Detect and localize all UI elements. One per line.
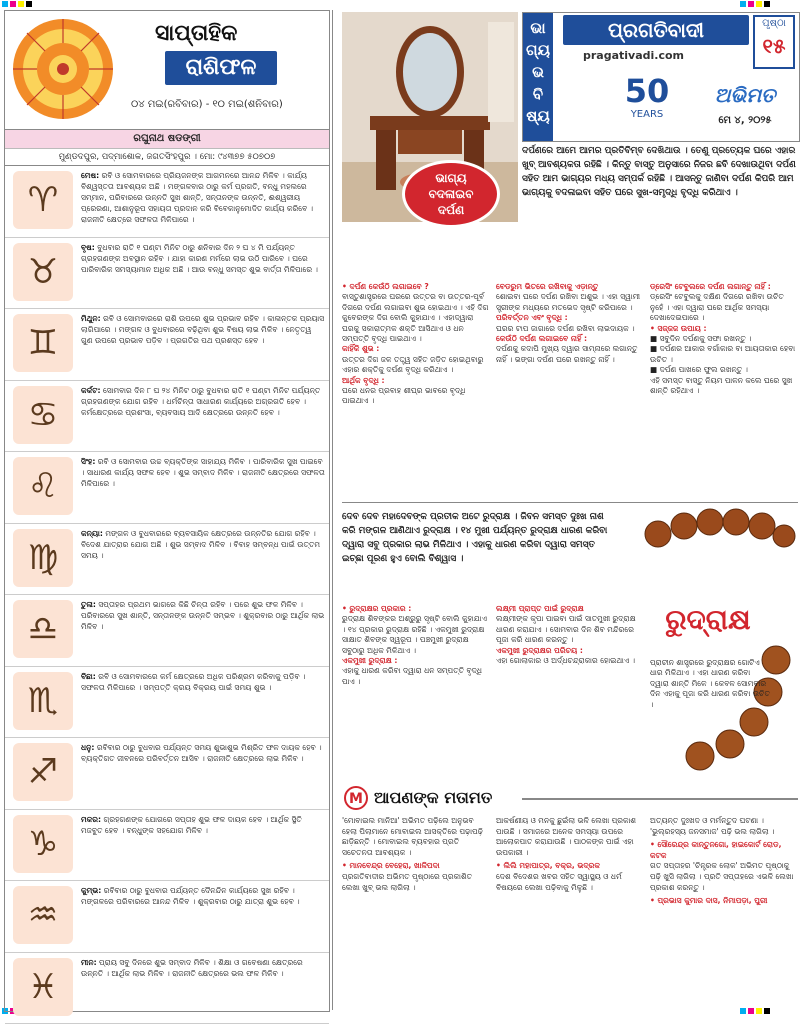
article-paragraph: ରୁଦ୍ରାକ୍ଷ ଶିବଙ୍କର ଅଶ୍ରୁରୁ ସୃଷ୍ଟି ବୋଲି କୁହାଯାଏ । ୧୪ ପ୍ରକାର ରୁଦ୍ରାକ୍ଷ ରହିଛି । ଏକମୁଖୀ ରୁଦ୍ରାକ୍ଷ ସାକ୍ଷାତ ଶିବଙ୍କ ସ୍ୱରୂପ । ପଞ୍ଚମୁଖୀ ରୁଦ୍ରାକ୍ଷ ସବୁଠାରୁ ଅଧିକ ମିଳିଥାଏ । <box>342 614 490 656</box>
letter-text: ଆକର୍ଷଣୀୟ ଓ ମନକୁ ଛୁଇଁଲା ଭଳି ଲେଖା ପ୍ରକାଶ ପାଉଛି । ସମାଜରେ ଅନେକ ସମସ୍ୟା ଉପରେ ଆଲୋକପାତ କରାଯାଉଛି । ପାଠକଙ୍କ ପାଇଁ ଏହା ଉପକାରୀ । <box>496 816 644 858</box>
badge-line-3: ଦର୍ପଣ <box>405 202 497 218</box>
sign-text: ସୋମବାର ଦିନ ୮ ଘ ୨୪ ମିନିଟ ଠାରୁ ବୁଧବାର ରାତି ୧ ଘଣ୍ଟା ମିନିଟ ପର୍ଯ୍ୟନ୍ତ ଗ୍ରହଗଣଙ୍କ ଯୋଗ ରହିବ । ଧର୍ମଚିନ୍ତା ସାଧାରଣ କାର୍ଯ୍ୟରେ ଅଗ୍ରଗତି ହେବ । କର୍ମକ୍ଷେତ୍ରରେ ପ୍ରଶଂସା, ବ୍ୟବସାୟ ଆଦି କ୍ଷେତ୍ରରେ ଉନ୍ନତି ହେବ । <box>81 386 320 417</box>
letter-signature: • ପ୍ରଭାସ କୁମାର ଦାସ, ନିମାପଡ଼ା, ପୁରୀ <box>650 896 798 907</box>
horoscope-column <box>4 10 330 1012</box>
article-subheading: • ରୁଦ୍ରାକ୍ଷର ପ୍ରକାର : <box>342 604 490 614</box>
scorpio-icon: ♏ <box>13 672 73 730</box>
opinion-title: ଆପଣଙ୍କ ମତାମତ <box>374 788 492 808</box>
sign-name: ବିଛା: <box>81 672 96 681</box>
article-paragraph: ବାସ୍ତୁଶାସ୍ତ୍ରରେ ଘରରେ ଉତ୍ତର ବା ଉତ୍ତର-ପୂର୍ବ ଦିଗରେ ଦର୍ପଣ ଲଗାଇବା ଶୁଭ ହୋଇଥାଏ । ଏହି ଦିଗ କୁବେରଙ୍କ ଦିଗ ବୋଲି କୁହାଯାଏ । ଏହାଦ୍ୱାରା ଘରକୁ ସକାରାତ୍ମକ ଶକ୍ତି ଆସିଥାଏ ଓ ଧନ ସମ୍ପତ୍ତି ବୃଦ୍ଧି ପାଇଥାଏ । <box>342 292 490 344</box>
article-subheading: • ସଜ୍ଜଜ ଉପାୟ : <box>650 324 798 334</box>
article-subheading: ପରିବର୍ତ୍ତନ ଏବଂ ବୃଦ୍ଧି : <box>496 313 644 323</box>
zodiac-sign-row <box>5 953 329 1024</box>
opinion-logo-icon: M <box>344 786 368 810</box>
article-paragraph: ଡ୍ରେସିଂ ଟେବୁଲକୁ ଦକ୍ଷିଣ ଦିଗରେ ରଖିବା ଉଚିତ ନୁହେଁ । ଏହା ଦ୍ୱାରା ଘରେ ଆର୍ଥିକ ସମସ୍ୟା ଦେଖାଦେଇପାରେ । <box>650 292 798 323</box>
sign-prediction <box>81 313 325 377</box>
sign-prediction <box>81 885 325 949</box>
badge-line-1: ଭାଗ୍ୟ <box>405 170 497 186</box>
sign-name: ଧନୁ: <box>81 743 94 752</box>
letter-text: ଅତ୍ୟନ୍ତ ଦୁଃଖଦ ଓ ମର୍ମନ୍ତୁଦ ଘଟଣା । 'ଭୁଲ୍‌ରହସ୍ୟ ଜନସମାଜ' ପଢ଼ି ଭଲ ଲାଗିଲା । <box>650 816 798 837</box>
newspaper-name: ପ୍ରଗତିବାଦୀ <box>563 15 749 45</box>
sign-name: ମେଷ: <box>81 171 99 180</box>
sign-text: ରବିବାର ଠାରୁ ବୁଧବାର ପର୍ଯ୍ୟନ୍ତ ଦୈନନ୍ଦିନ କାର୍ଯ୍ୟରେ ସୁଖ ରହିବ । ମଙ୍ଗଳରେ ପରିବାରରେ ଆନନ୍ଦ ମିଳିବ । ଶୁକ୍ରବାର ଠାରୁ ଯାତ୍ରା ଶୁଭ ହେବ । <box>81 886 300 906</box>
zodiac-wheel-icon <box>11 17 115 121</box>
letter-text: ପ୍ରଗତିବାଦୀର ଅଭିମତ ପୃଷ୍ଠାରେ ପ୍ରକାଶିତ ଲେଖା ଖୁବ୍ ଭଲ ଲାଗିଲା । <box>342 872 490 893</box>
sign-text: ରବି ଓ ସୋମବାର ଉଚ୍ଚ ବ୍ୟକ୍ତିଙ୍କ ସାହାଯ୍ୟ ମିଳିବ । ପାରିବାରିକ ସୁଖ ପାଇବେ । ସାଧାରଣ କାର୍ଯ୍ୟ ସଫଳ ହେବ । ଶୁଭ ସମ୍ବାଦ ମିଳିବ । ରାଜନୀତି କ୍ଷେତ୍ରରେ ସଫଳତା ମିଳିପାରେ । <box>81 457 325 488</box>
section-letter: ଗ୍ୟ <box>523 39 553 61</box>
article-column <box>650 658 770 778</box>
letter-column <box>342 816 490 1012</box>
article-paragraph: ଲକ୍ଷ୍ମୀଙ୍କ କୃପା ପାଇବା ପାଇଁ ସାତମୁଖୀ ରୁଦ୍ରାକ୍ଷ ଧାରଣ କରାଯାଏ । ସୋମବାର ଦିନ ଶିବ ମନ୍ଦିରରେ ପୂଜା କରି ଧାରଣ କରନ୍ତୁ । <box>496 614 644 645</box>
zodiac-sign-row <box>5 238 329 310</box>
aquarius-icon: ♒ <box>13 886 73 944</box>
sign-text: ରବି ଓ ସୋମବାରରେ ପ୍ରିୟଜନଙ୍କ ଆଗମନରେ ଆନନ୍ଦ ମିଳିବ । କାର୍ଯ୍ୟ ବିଶ୍ୱସ୍ତତା ଆବଶ୍ୟକ ଅଛି । ମଙ୍ଗଳବାର ଠାରୁ କର୍ମ ପ୍ରଗତି, ବନ୍ଧୁ ମହଲରେ ସମ୍ମାନ, ପରିବାରରେ ଉନ୍ନତି ସୁଖ ଶାନ୍ତି, ସନ୍ତାନଙ୍କ ଉନ୍ନତି, ଈଶ୍ୱରୀୟ ପ୍ରେରଣା, ଆଶାନୁରୂପ ସହାୟତା ପ୍ରଦାନ କରି ବିବେକାନୁମୋଦିତ କାର୍ଯ୍ୟ କରିବେ । ରାଜନୀତି କ୍ଷେତ୍ରେ ସଫଳତା ମିଳିପାରେ । <box>81 171 313 224</box>
zodiac-sign-list <box>5 166 329 1024</box>
sign-name: କୁମ୍ଭ: <box>81 886 101 895</box>
sign-prediction <box>81 814 325 878</box>
libra-icon: ♎ <box>13 600 73 658</box>
zodiac-sign-row <box>5 881 329 953</box>
article-paragraph: ଶୋଇବା ଘରେ ଦର୍ପଣ ରଖିବା ଅଶୁଭ । ଏହା ସ୍ୱାମୀ ସ୍ତ୍ରୀଙ୍କ ମଧ୍ୟରେ ମତଭେଦ ସୃଷ୍ଟି କରିପାରେ । <box>496 292 644 313</box>
letter-text: ଗତ ସପ୍ତାହର 'ଚିନ୍ତ୍ରକ ଲୋକ' ଅଭିମତ ପୃଷ୍ଠାକୁ ପଢ଼ି ଖୁସି ଲାଗିଲା । ପ୍ରତି ସପ୍ତାହରେ ଏଭଳି ଲେଖା ପ୍ରକାଶ କରନ୍ତୁ । <box>650 861 798 893</box>
article-subheading: ବେଡରୁମ ଭିତରେ ରଖିବାକୁ ଏଡ଼ାନ୍ତୁ <box>496 282 644 292</box>
section-name: ଅଭିମତ <box>699 83 791 107</box>
sign-name: ମିଥୁନ: <box>81 314 101 323</box>
sign-prediction <box>81 528 325 592</box>
horoscope-title: ସାପ୍ତାହିକ <box>155 21 237 46</box>
gemini-icon: ♊ <box>13 314 73 372</box>
rudraksha-intro: ଦେବ ଦେବ ମହାଦେବଙ୍କ ପ୍ରତୀକ ଅଟେ ରୁଦ୍ରାକ୍ଷ । ଜିବନ ସମସ୍ତ ଦୁଃଖ ନାଶ କରି ମଙ୍ଗଳ ଆଣିଥାଏ ରୁଦ୍ରାକ୍ଷ । ୧୪ ମୁଖୀ ପର୍ଯ୍ୟନ୍ତ ରୁଦ୍ରାକ୍ଷ ଧାରଣ କରିବା ଦ୍ୱାରା ସବୁ ପ୍ରକାର ଲାଭ ମିଳିଥାଏ । ଏହାକୁ ଧାରଣ କରିବା ଦ୍ୱାରା ସମସ୍ତ ଇଚ୍ଛା ପୂରଣ ହୁଏ ବୋଲି ବିଶ୍ୱାସ । <box>342 510 612 566</box>
masthead <box>522 12 800 142</box>
fifty-years-logo <box>607 73 687 127</box>
letter-signature: • ସୌରେନ୍ଦ୍ର କାନ୍ତୁନଗୋ, ହାଇକୋର୍ଟ ରୋଡ, କଟକ <box>650 840 798 861</box>
sign-text: ବୁଧବାର ରାତି ୧ ଘଣ୍ଟା ମିନିଟ ଠାରୁ ଶନିବାର ଦିନ ୨ ଘ ୪ ମି ପର୍ଯ୍ୟନ୍ତ ଗ୍ରହଗଣଙ୍କ ଅବସ୍ଥାନ ରହିବ । ଯାହା କାରଣ ମର୍ମରେ ଲାଭ ଉଠି ପାରିବେ । ଘରେ ପାରିବାରିକ ସମସ୍ୟାମାନ ଅଧିକ ଅଛି । ଆଉ ବନ୍ଧୁ ସମସ୍ତ ଶୁଭ ବାର୍ତ୍ତା ମିଳିପାରେ । <box>81 243 318 274</box>
sign-prediction <box>81 170 325 234</box>
opinion-header <box>342 784 798 812</box>
sign-name: ବୃଷ: <box>81 243 95 252</box>
article-subheading: ଏକମୁଖୀ ରୁଦ୍ରାକ୍ଷ : <box>342 656 490 666</box>
letter-text: ଦେଶ ବିଦେଶର ଖବର ସହିତ ସ୍ୱାସ୍ଥ୍ୟ ଓ ଧର୍ମ ବିଷୟରେ ଲେଖା ପଢ଼ିବାକୁ ମିଳୁଛି । <box>496 872 644 893</box>
article-subheading: ଲକ୍ଷ୍ମୀ ପ୍ରାପ୍ତ ପାଇଁ ରୁଦ୍ରାକ୍ଷ <box>496 604 644 614</box>
sign-text: ରବିବାର ଠାରୁ ବୁଧବାର ପର୍ଯ୍ୟନ୍ତ ସମୟ ଶୁଭାଶୁଭ ମିଶ୍ରିତ ଫଳ ଦାୟକ ହେବ । ବ୍ୟକ୍ତିଗତ ଜୀବନରେ ପରିବର୍ତ୍ତନ ଆସିବ । ରାଜନୀତି କ୍ଷେତ୍ରରେ ଲାଭ ମିଳିବ । <box>81 743 322 763</box>
section-letter: ବି <box>523 83 553 105</box>
sign-text: ପ୍ରାୟ ସବୁ ଦିନରେ ଶୁଭ ସମ୍ବାଦ ମିଳିବ । ଶିକ୍ଷା ଓ ଗବେଷଣା କ୍ଷେତ୍ରରେ ଉନ୍ନତି । ଆର୍ଥିକ ଲାଭ ମିଳିବ । ରାଜନୀତି କ୍ଷେତ୍ରରେ ଭଲ ଫଳ ମିଳିବ । <box>81 958 303 978</box>
issue-date: ମେ ୪, ୨୦୨୫ <box>699 115 791 126</box>
zodiac-sign-row <box>5 381 329 453</box>
horoscope-header <box>5 11 329 130</box>
section-divider <box>342 502 798 503</box>
badge-line-2: ବଦଳାଇବ <box>405 186 497 202</box>
article-paragraph: ଏହି ସମସ୍ତ ବାସ୍ତୁ ନିୟମ ପାଳନ କଲେ ଘରେ ସୁଖ ଶାନ୍ତି ରହିଥାଏ । <box>650 376 798 397</box>
article-subheading: • ଦର୍ପଣ କେଉଁଠି ଲଗାଇବେ ? <box>342 282 490 292</box>
astrologer-address: ମୁଣ୍ଡଦପୁର, ପଦ୍ମାଶୋକ, ଜଗତସିଂହପୁର । ମୋ: ୯୪୩୭୭ ୫୦୭୦୭ <box>5 149 329 166</box>
taurus-icon: ♉ <box>13 243 73 301</box>
sign-name: କନ୍ୟା: <box>81 529 103 538</box>
article-subheading: କେଉଁଠି ଦର୍ପଣ ଲଗାଇବେ ନାହିଁ : <box>496 334 644 344</box>
article-paragraph: ଉତ୍ତର ଦିଗ ଜଳ ତତ୍ତ୍ୱ ସହିତ ଜଡ଼ିତ ହୋଇଥିବାରୁ ଏହାର ଶକ୍ତିକୁ ଦର୍ପଣ ବୃଦ୍ଧି କରିଥାଏ । <box>342 355 490 376</box>
section-letter: ଷ୍ୟ <box>523 105 553 127</box>
zodiac-sign-row <box>5 452 329 524</box>
virgo-icon: ♍ <box>13 529 73 587</box>
sign-prediction <box>81 456 325 520</box>
zodiac-sign-row <box>5 738 329 810</box>
reader-letters <box>342 816 798 1012</box>
zodiac-sign-row <box>5 524 329 596</box>
sign-prediction <box>81 742 325 806</box>
article-subheading: କାହିଁକି ଶୁଭ : <box>342 344 490 354</box>
years-number: 50 <box>607 73 687 109</box>
sign-prediction <box>81 671 325 735</box>
sign-prediction <box>81 599 325 663</box>
years-label: YEARS <box>631 109 664 120</box>
article-paragraph: ■ ସବୁଦିନ ଦର୍ପଣକୁ ସଫା ରଖନ୍ତୁ । ■ ଦର୍ପଣର ଆକାର ବର୍ଗାକାର ବା ଆୟତାକାର ହେବା ଉଚିତ । ■ ଦର୍ପଣ ପାଖରେ ଫୁଲ ରଖନ୍ତୁ । <box>650 334 798 376</box>
article-paragraph: ଏହା ଗୋଲାକାର ଓ ଅର୍ଦ୍ଧଚନ୍ଦ୍ରାକାର ହୋଇଥାଏ । <box>496 656 644 666</box>
sign-text: ରବି ଓ ସୋମବାରରେ ରାଶି ଉପରେ ଶୁଭ ପ୍ରଭାବ ରହିବ । କାଳାନ୍ତକ ପ୍ରୟାସ ଲାଗିପାରେ । ମଙ୍ଗଳ ଓ ବୁଧବାରରେ ବଢ଼ିଥିବା ଶୁଭ ବିଷୟ ଲାଭ ମିଳିବ । ନେତୃତ୍ୱ ଗୁଣ ଉପରେ ପ୍ରଭାବ ପଡ଼ିବ । ପ୍ରଗତିର ପଥ ପ୍ରଶସ୍ତ ହେବ । <box>81 314 324 345</box>
mirror-intro: ଦର୍ପଣରେ ଆମେ ଆମର ପ୍ରତିବିମ୍ବ ଦେଖିଥାଉ । ତେଣୁ ପ୍ରତ୍ୟେକ ଘରେ ଏହାର ଖୁବ୍ ଆବଶ୍ୟକତା ରହିଛି । କିନ୍ତୁ ବାସ୍ତୁ ଅନୁସାରେ ନିଜର ଛବି ଦେଖାଉଥିବା ଦର୍ପଣ ସହିତ ଆମ ଭାଗ୍ୟର ମଧ୍ୟ ସମ୍ପର୍କ ରହିଛି । ଆସନ୍ତୁ ଜାଣିବା ଦର୍ପଣ କିପରି ଆମ ଭାଗ୍ୟକୁ ବଦଳାଇବା ସହିତ ଘରେ ସୁଖ-ସମୃଦ୍ଧି ବୃଦ୍ଧି କରିଥାଏ । <box>522 144 798 280</box>
article-paragraph: ଘରେ ଧନର ପ୍ରବାହ ଶୀଘ୍ର ଭାବରେ ବୃଦ୍ଧି ପାଇଥାଏ । <box>342 386 490 407</box>
sign-name: କର୍କଟ: <box>81 386 101 395</box>
leo-icon: ♌ <box>13 457 73 515</box>
sign-name: ମୀନ: <box>81 958 97 967</box>
sign-name: ସିଂହ: <box>81 457 95 466</box>
capricorn-icon: ♑ <box>13 815 73 873</box>
sign-text: ରବି ଓ ସୋମବାରରେ କର୍ମ କ୍ଷେତ୍ରରେ ଅଧିକ ପରିଶ୍ରମ କରିବାକୁ ପଡ଼ିବ । ସଫଳତା ମିଳିପାରେ । ସମ୍ପତ୍ତି କ୍ରୟ ବିକ୍ରୟ ପାଇଁ ସମୟ ଶୁଭ । <box>81 672 306 692</box>
article-paragraph: ଘରର ଟାପ ଜାଗାରେ ଦର୍ପଣ ରଖିବା ଲାଭଦାୟକ । <box>496 324 644 334</box>
color-registration-marks <box>2 1 32 7</box>
cancer-icon: ♋ <box>13 386 73 444</box>
sign-text: ଗ୍ରହଗଣଙ୍କ ଯୋଗରେ ସପ୍ତାହ ଶୁଭ ଫଳ ଦାୟକ ହେବ । ଆର୍ଥିକ ସ୍ଥିତି ମଜବୁତ ହେବ । ବନ୍ଧୁଙ୍କ ସହଯୋଗ ମିଳିବ । <box>81 815 302 835</box>
letter-text: 'ମୋବାଇଲ ମାନିଆ' ଅଭିମତ ପଢ଼ିଲେ ଅନୁଭବ ହେଲା ପିଲାମାନେ ମୋବାଇଲ ଆସକ୍ତିରେ ପଢ଼ାପଢ଼ି ଛାଡ଼ିଛନ୍ତି । ମୋବାଇଲ ବ୍ୟବହାର ପ୍ରତି ସଚେତନତା ଆବଶ୍ୟକ । <box>342 816 490 858</box>
article-badge <box>402 160 500 228</box>
sign-name: ମକର: <box>81 815 101 824</box>
article-paragraph: ପ୍ରାଚୀନ ଶାସ୍ତ୍ରରେ ରୁଦ୍ରାକ୍ଷର ଗୋଟିଏ ଧାର ମିଳିଥାଏ । ଏହା ଧାରଣ କରିବା ଦ୍ୱାରା ଶାନ୍ତି ମିଳେ । କେବଳ ସୋମବାର ଦିନ ଏହାକୁ ପୂଜା କରି ଧାରଣ କରିବା ଉଚିତ । <box>650 658 770 710</box>
article-subheading: ଡ୍ରେସିଂ ଟେବୁଲରେ ଦର୍ପଣ ଲଗାନ୍ତୁ ନାହିଁ : <box>650 282 798 292</box>
section-vertical-label <box>523 13 553 141</box>
color-registration-marks <box>740 1 770 7</box>
aries-icon: ♈ <box>13 171 73 229</box>
article-paragraph: ଏହାକୁ ଧାରଣ କରିବା ଦ୍ୱାରା ଧନ ସମ୍ପତ୍ତି ବୃଦ୍ଧି ପାଏ । <box>342 666 490 687</box>
rudraksha-title: ରୁଦ୍ରାକ୍ଷ <box>620 596 796 644</box>
article-paragraph: ଦର୍ପଣକୁ କଦାପି ମୁଖ୍ୟ ଦ୍ୱାର ସାମ୍ନାରେ ଲଗାନ୍ତୁ ନାହିଁ । ଭଙ୍ଗା ଦର୍ପଣ ଘରେ ରଖନ୍ତୁ ନାହିଁ । <box>496 344 644 365</box>
horoscope-subtitle: ରାଶିଫଳ <box>165 51 277 85</box>
rudraksha-article <box>342 598 798 778</box>
sagittarius-icon: ♐ <box>13 743 73 801</box>
page-number: ୧୫ <box>755 31 793 61</box>
article-subheading: ଆର୍ଥିକ ବୃଦ୍ଧି : <box>342 376 490 386</box>
article-column <box>342 604 490 778</box>
page-number-box <box>753 15 795 69</box>
pisces-icon: ♓ <box>13 958 73 1016</box>
article-column <box>496 604 644 778</box>
rudraksha-beads-image <box>640 504 796 594</box>
page-label: ପୃଷ୍ଠା <box>762 18 786 29</box>
article-column <box>496 282 644 498</box>
sign-prediction <box>81 242 325 306</box>
zodiac-sign-row <box>5 595 329 667</box>
letter-column <box>650 816 798 1012</box>
section-letter: ଭା <box>523 17 553 39</box>
zodiac-sign-row <box>5 810 329 882</box>
sign-prediction <box>81 385 325 449</box>
website-url[interactable]: pragativadi.com <box>583 49 684 62</box>
article-column <box>650 282 798 498</box>
mirror-article <box>342 282 798 498</box>
astrologer-name: ରଘୁନାଥ ଷଡଙ୍ଗୀ <box>5 130 329 149</box>
zodiac-sign-row <box>5 309 329 381</box>
sign-text: ସପ୍ତାହର ପ୍ରଥମ ଭାଗରେ କିଛି ଚିନ୍ତା ରହିବ । ପରେ ଶୁଭ ଫଳ ମିଳିବ । ପରିବାରରେ ସୁଖ ଶାନ୍ତି, ସନ୍ତାନଙ୍କ ଉନ୍ନତି ସମ୍ଭବ । ଶୁକ୍ରବାର ଠାରୁ ଆର୍ଥିକ ଲାଭ ମିଳିବ । <box>81 600 324 631</box>
column-divider <box>332 10 339 1010</box>
sign-prediction <box>81 957 325 1021</box>
zodiac-sign-row <box>5 166 329 238</box>
zodiac-sign-row <box>5 667 329 739</box>
opinion-rule <box>522 798 798 800</box>
date-range: ୦୪ ମଇ(ରବିବାର) - ୧୦ ମଇ(ଶନିବାର) <box>131 99 283 110</box>
letter-signature: • ଲିଲି ମହାପାତ୍ର, ବକ୍ର, ଭଦ୍ରକ <box>496 861 644 872</box>
letter-column <box>496 816 644 1012</box>
sign-name: ତୁଳା: <box>81 600 96 609</box>
letter-signature: • ମାନବେନ୍ଦ୍ର ବେହେରା, ଖାଳିପଦା <box>342 861 490 872</box>
article-column <box>342 282 490 498</box>
section-letter: ଭ <box>523 61 553 83</box>
article-subheading: ଏକମୁଖୀ ରୁଦ୍ରାକ୍ଷର ପରିଚୟ : <box>496 646 644 656</box>
sign-text: ମଙ୍ଗଳ ଓ ବୁଧବାରରେ ବ୍ୟବସାୟିକ କ୍ଷେତ୍ରରେ ଉନ୍ନତିର ଯୋଗ ରହିବ । ବିଦେଶ ଯାତ୍ରାର ଯୋଗ ଅଛି । ଶୁଭ ସମ୍ବାଦ ମିଳିବ । ବିବାହ ସମ୍ବନ୍ଧ ପାଇଁ ଉତ୍ତମ ସମୟ । <box>81 529 320 560</box>
